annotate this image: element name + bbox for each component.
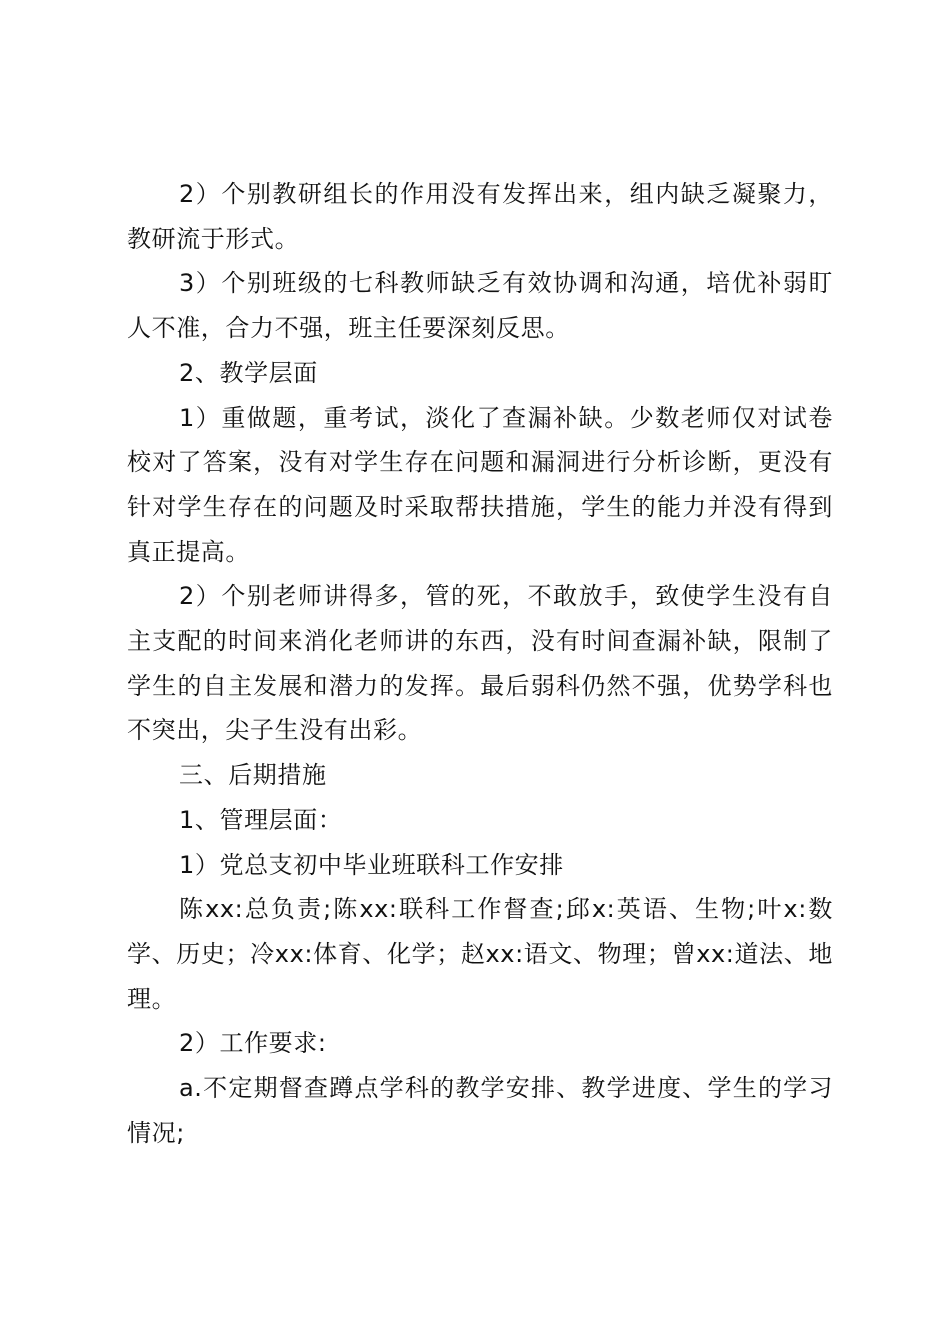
subsection-heading-management: 1、管理层面： <box>179 805 343 834</box>
item-heading-arrangement: 1）党总支初中毕业班联科工作安排 <box>179 850 564 879</box>
paragraph-requirement-a: a.不定期督查蹲点学科的教学安排、教学进度、学生的学习情况; <box>127 1074 833 1147</box>
paragraph-4: 2）个别老师讲得多，管的死，不敢放手，致使学生没有自主支配的时间来消化老师讲的东西，没有时间查漏补缺，限制了学生的自主发展和潜力的发挥。最后弱科仍然不强，优势学科也不突出，尖子生没有出彩。 <box>127 582 833 745</box>
section-heading-teaching: 2、教学层面 <box>179 358 318 387</box>
item-heading-requirements: 2）工作要求: <box>179 1029 327 1058</box>
document-body <box>127 172 833 1155</box>
paragraph-assignments: 陈xx:总负责;陈xx:联科工作督查;邱x:英语、生物;叶x:数学、历史；冷xx:体育、化学；赵xx:语文、物理；曾xx:道法、地理。 <box>127 895 833 1013</box>
section-heading-measures: 三、后期措施 <box>179 761 327 790</box>
paragraph-3: 1）重做题，重考试，淡化了查漏补缺。少数老师仅对试卷校对了答案，没有对学生存在问题和漏洞进行分析诊断，更没有针对学生存在的问题及时采取帮扶措施，学生的能力并没有得到真正提高。 <box>127 403 833 566</box>
paragraph-2: 3）个别班级的七科教师缺乏有效协调和沟通，培优补弱盯人不准，合力不强，班主任要深刻反思。 <box>127 269 833 343</box>
paragraph-1: 2）个别教研组长的作用没有发挥出来，组内缺乏凝聚力，教研流于形式。 <box>127 180 833 253</box>
